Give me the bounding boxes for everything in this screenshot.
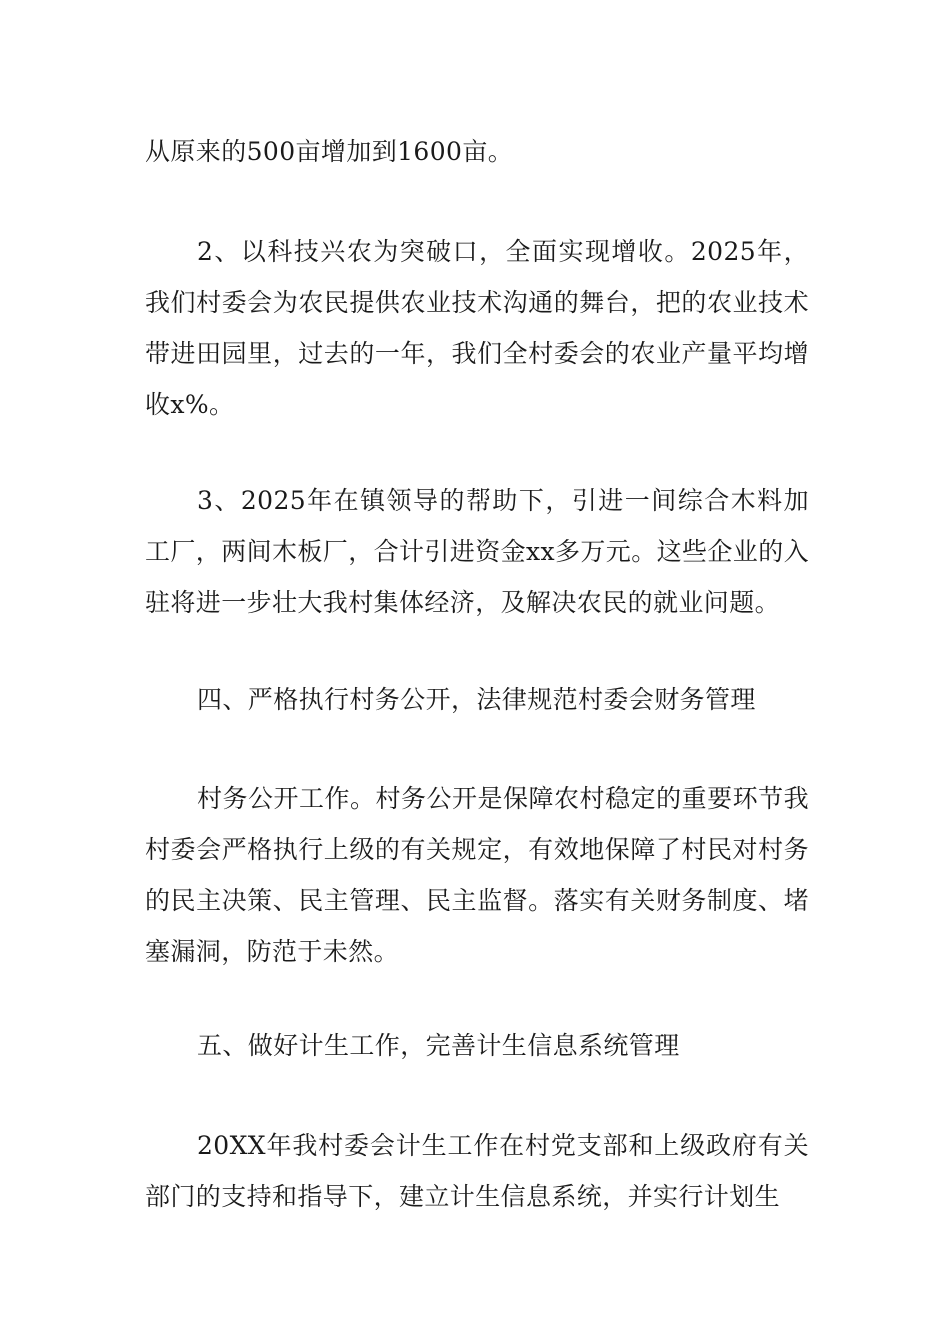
- paragraph-item-3: 3、2025年在镇领导的帮助下，引进一间综合木料加工厂，两间木板厂，合计引进资金xx多万元。这些企业的入驻将进一步壮大我村集体经济，及解决农民的就业问题。: [145, 486, 810, 617]
- section-heading-5: 五、做好计生工作，完善计生信息系统管理: [197, 1031, 680, 1060]
- paragraph-family-planning: 20XX年我村委会计生工作在村党支部和上级政府有关部门的支持和指导下，建立计生信息系统，并实行计划生: [145, 1131, 809, 1211]
- section-heading-4: 四、严格执行村务公开，法律规范村委会财务管理: [197, 685, 756, 714]
- paragraph-village-affairs: 村务公开工作。村务公开是保障农村稳定的重要环节我村委会严格执行上级的有关规定，有效地保障了村民对村务的民主决策、民主管理、民主监督。落实有关财务制度、堵塞漏洞，防范于未然。: [145, 784, 809, 966]
- paragraph-continuation: 从原来的500亩增加到1600亩。: [145, 137, 514, 166]
- paragraph-item-2: 2、以科技兴农为突破口，全面实现增收。2025年，我们村委会为农民提供农业技术沟通的舞台，把的农业技术带进田园里，过去的一年，我们全村委会的农业产量平均增收x%。: [145, 237, 809, 419]
